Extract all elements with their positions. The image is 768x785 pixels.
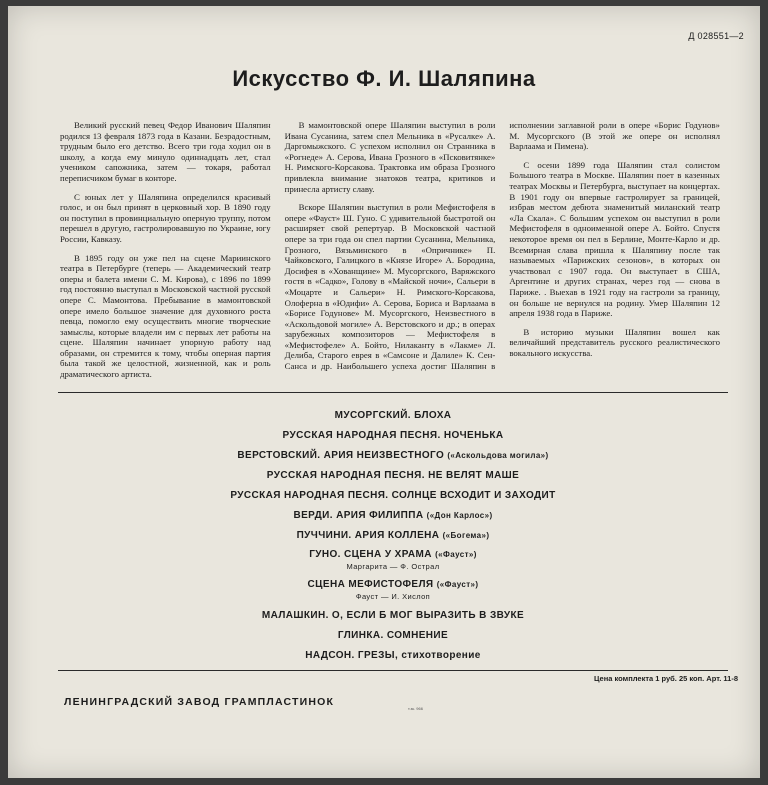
track-item [58, 488, 728, 508]
track-title: РУССКАЯ НАРОДНАЯ ПЕСНЯ. НОЧЕНЬКА [282, 430, 504, 441]
bio-paragraph: В историю музыки Шаляпин вошел как величайший представитель русского реалистического вокального искусства. [509, 326, 720, 358]
record-sleeve-back [8, 6, 760, 778]
track-performer: Маргарита — Ф. Острал [346, 562, 440, 571]
track-title: ВЕРДИ. АРИЯ ФИЛИППА [293, 510, 424, 521]
track-opera: («Дон Карлос») [426, 511, 493, 520]
bio-paragraph: В 1895 году он уже пел на сцене Мариинского театра в Петербурге (теперь — Академический театр оперы и балета имени С. М. Кирова), с 1896 по 1899 год постоянно выступал в Московской частной русской опере С. Мамонтова. Пребывание в мамонтовской опере имело большое значение для духовного роста певца, помогло ему осуществить многие творческие замыслы, которые владели им с первых лет работы на сцене. Шаляпин начинает упорную работу над образами, он стремится к тому, чтобы оперная партия была такой же целостной, жизненной, как и роль драматического артиста. [60, 252, 271, 380]
bio-paragraph: С осени 1899 года Шаляпин стал солистом Большого театра в Москве. Шаляпин поет в казенных театрах Москвы и Петербурга, выступает на концертах. В 1901 году он впервые гастролирует за границей, избрав местом дебюта знаменитый миланский театр «Ла Скала». С большим успехом он выступил в роли Мефистофеля в одноименной опере А. Бойто. Спустя некоторое время он пел в Берлине, Монте-Карло и др. Всемирная слава пришла к Шаляпину после так называемых «Парижских сезонов», в которых он участвовал с 1907 года. Он выступает в США, Аргентине и других странах, через год — снова в Париже. . Выехав в 1921 году на гастроли за границу, он больше не вернулся на родину. Умер Шаляпин 12 апреля 1938 года в Париже. [509, 159, 720, 319]
track-item [58, 508, 728, 528]
print-code: т.зк. 966 [408, 706, 423, 711]
biography-text [60, 120, 720, 388]
track-title: ГЛИНКА. СОМНЕНИЕ [337, 630, 449, 641]
bio-paragraph: В мамонтовской опере Шаляпин выступил в роли Ивана Сусанина, затем спел Мельника в «Русалке» А. Даргомыжского. С успехом исполнил он Странника в «Рогнеде» А. Серова, Ивана Грозного в «Псковитянке» Н. Римского-Корсакова. Трактовка им образа Грозного привлекла внимание знатоков театра, критиков и принесла артисту славу. [284, 120, 496, 194]
track-title: ВЕРСТОВСКИЙ. АРИЯ НЕИЗВЕСТНОГО [237, 450, 445, 461]
divider-bottom [58, 670, 728, 671]
track-item [58, 408, 728, 428]
track-item [58, 578, 728, 608]
track-item [58, 628, 728, 648]
track-item [58, 428, 728, 448]
track-title: СЦЕНА МЕФИСТОФЕЛЯ [307, 579, 434, 590]
bio-paragraph: Великий русский певец Федор Иванович Шаляпин родился 13 февраля 1873 года в Казани. Безрадостным, трудным было его детство. Всего три года ходил он в школу, а когда ему минуло одиннадцать лет, стал учеником сапожника, затем — токаря, работал переписчиком бумаг в конторе. [60, 120, 271, 183]
track-opera: («Богема») [442, 531, 490, 540]
catalog-number: Д 028551—2 [688, 31, 744, 41]
track-title: МАЛАШКИН. О, ЕСЛИ Б МОГ ВЫРАЗИТЬ В ЗВУКЕ [261, 610, 525, 621]
track-title: РУССКАЯ НАРОДНАЯ ПЕСНЯ. НЕ ВЕЛЯТ МАШЕ [266, 470, 520, 481]
track-title: НАДСОН. ГРЕЗЫ, стихотворение [305, 650, 481, 661]
track-title: МУСОРГСКИЙ. БЛОХА [334, 410, 452, 421]
track-performer: Фауст — И. Хислоп [355, 592, 431, 601]
page-title: Искусство Ф. И. Шаляпина [232, 66, 536, 91]
track-item [58, 448, 728, 468]
track-list [58, 408, 728, 668]
track-item [58, 468, 728, 488]
track-item [58, 528, 728, 548]
bio-paragraph: С юных лет у Шаляпина определился красивый голос, и он был принят в церковный хор. В 1890 году он поступил в провинциальную оперную труппу, потом перешел в другую, гастролировавшую по Украине, югу России, Кавказу. [60, 191, 271, 244]
manufacturer-label: ЛЕНИНГРАДСКИЙ ЗАВОД ГРАМПЛАСТИНОК [64, 696, 335, 708]
track-opera: («Аскольдова могила») [447, 451, 549, 460]
track-opera: («Фауст») [435, 550, 477, 559]
track-opera: («Фауст») [436, 580, 479, 589]
track-item [58, 608, 728, 628]
track-title: ПУЧЧИНИ. АРИЯ КОЛЛЕНА [296, 530, 440, 541]
price-label: Цена комплекта 1 руб. 25 коп. Арт. 11-8 [593, 674, 738, 683]
track-item [58, 548, 728, 578]
bio-paragraph: Вскоре Шаляпин выступил в роли Мефистофеля в опере «Фауст» Ш. Гуно. С удивительной быстротой он расширяет свой репертуар. В Московской частной опере за три года он спел партии Сусанина, Мельника, Грозного, Вязьминского в «Опричнике» П. Чайковского, Галицкого в «Князе Игоре» А. Бородина, Досифея в «Хованщине» М. Мусоргского, Варяжского гостя в «Садко», Голову в «Майской ночи», Сальери в «Моцарте и Сальери» Н. Римского-Корсакова, Олоферна в «Юдифи» А. Серова, Бориса и Варлаама в «Борисе Годунове» М. Мусоргского, Неизвестного в «Аскольдовой могиле» А. Верстовского и др.; в операх зарубежных композиторов — Мефистофеля в «Мефистофеле» А. Бойто, Нилаканту в «Лакме» Л. Делиба, Старого еврея в «Самсоне и Далиле» К. Сен-Санса и др. Наибольшего успеха достиг Шаляпин в исполнении заглавной роли в опере «Борис Годунов» М. Мусоргского (В этой же опере он исполнял Варлаама и Пимена). [284, 120, 720, 372]
track-title: РУССКАЯ НАРОДНАЯ ПЕСНЯ. СОЛНЦЕ ВСХОДИТ И ЗАХОДИТ [230, 490, 556, 501]
track-title: ГУНО. СЦЕНА У ХРАМА [309, 549, 432, 560]
divider-top [58, 392, 728, 393]
track-item [58, 648, 728, 668]
